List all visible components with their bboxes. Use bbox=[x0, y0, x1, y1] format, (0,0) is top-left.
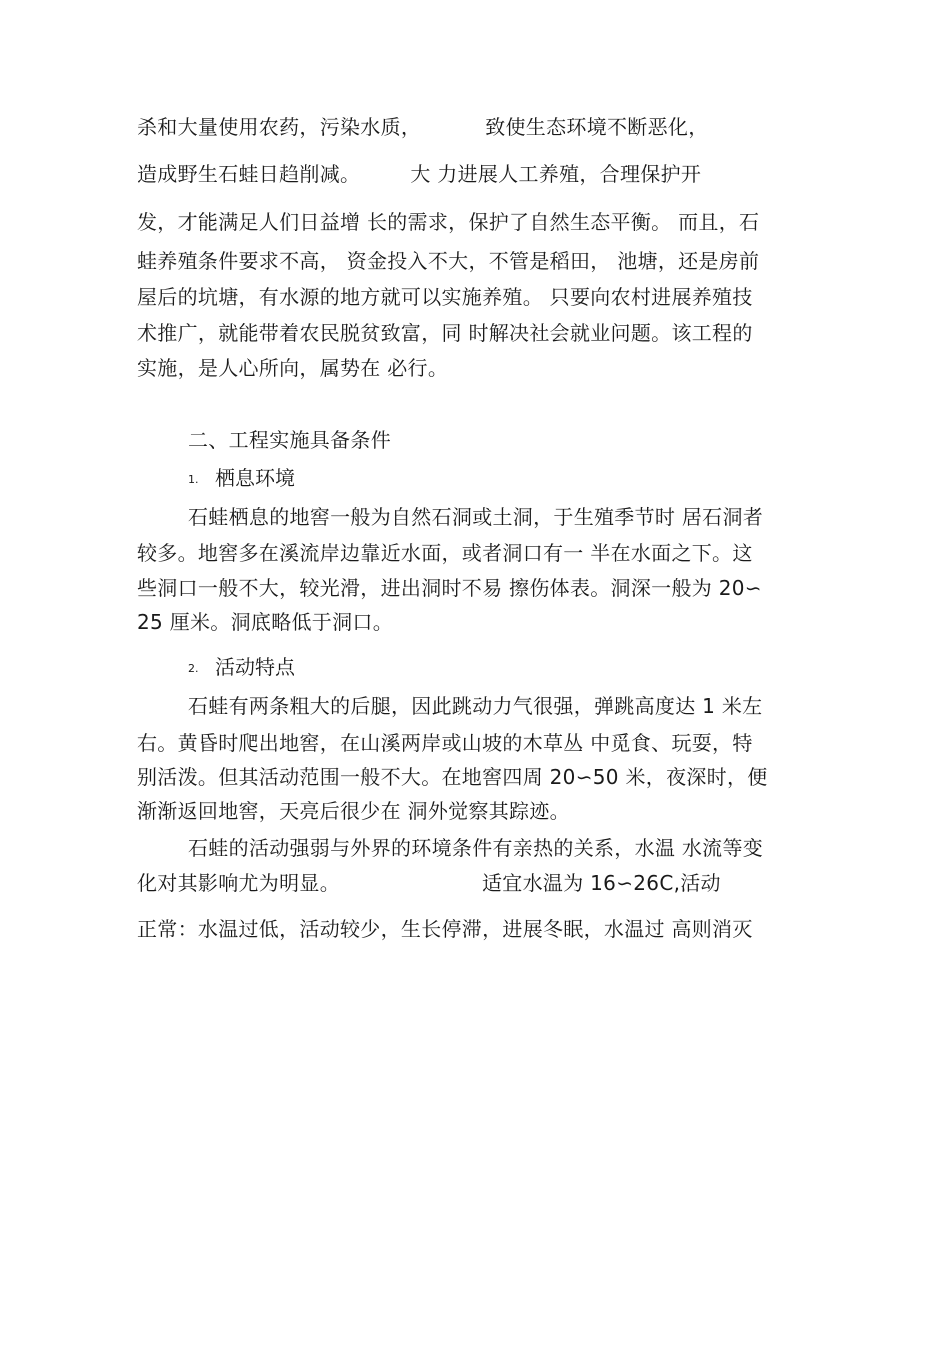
paragraph-line: 25 厘米。洞底略低于洞口。 bbox=[137, 610, 394, 634]
paragraph-line bbox=[188, 835, 763, 861]
text-segment: 大 力进展人工养殖，合理保护开 bbox=[410, 162, 702, 186]
subheading-title: 栖息环境 bbox=[215, 466, 295, 490]
paragraph-line bbox=[137, 209, 759, 235]
paragraph-line: 右。黄昏时爬出地窖，在山溪两岸或山坡的木草丛 中觅食、玩耍，特 bbox=[137, 731, 753, 755]
text-segment: 适宜水温为 16∽26C,活动 bbox=[482, 871, 721, 895]
paragraph-line: 渐渐返回地窖，天亮后很少在 洞外觉察其踪迹。 bbox=[137, 799, 570, 823]
paragraph-line: 较多。地窖多在溪流岸边靠近水面，或者洞口有一 半在水面之下。这 bbox=[137, 541, 753, 565]
subheading-number: 2. bbox=[188, 662, 199, 675]
text-segment: 正常：水温过低，活动较少，生长停滞，进展冬眠，水温过 高则消灭 bbox=[137, 917, 753, 941]
paragraph-line bbox=[137, 248, 759, 274]
paragraph-line: 石蛙有两条粗大的后腿，因此跳动力气很强，弹跳高度达 1 米左 bbox=[188, 694, 763, 718]
paragraph-line: 别活泼。但其活动范围一般不大。在地窖四周 20∽50 米，夜深时，便 bbox=[137, 765, 768, 789]
paragraph-line: 石蛙栖息的地窖一般为自然石洞或土洞，于生殖季节时 居石洞者 bbox=[188, 505, 764, 529]
text-segment: 蛙养殖条件要求不高， 资金投入不大，不管是稻田， 池塘，还是房前 bbox=[137, 249, 760, 273]
text-segment: 发，才能满足人们日益增 长的需求，保护了自然生态平衡。 而且，石 bbox=[137, 210, 760, 234]
paragraph-line bbox=[137, 320, 753, 346]
subheading-title: 活动特点 bbox=[215, 655, 295, 679]
text-segment: 石蛙的活动强弱与外界的环境条件有亲热的关系，水温 水流等变 bbox=[188, 836, 764, 860]
text-segment: 杀和大量使用农药，污染水质， bbox=[137, 115, 422, 139]
paragraph-line bbox=[137, 161, 701, 187]
paragraph-line bbox=[137, 870, 721, 896]
paragraph-line: 些洞口一般不大，较光滑，进出洞时不易 擦伤体表。洞深一般为 20∽ bbox=[137, 576, 762, 600]
text-segment: 造成野生石蛙日趋削减。 bbox=[137, 162, 361, 186]
paragraph-line bbox=[137, 916, 753, 942]
text-segment: 实施，是人心所向，属势在 必行。 bbox=[137, 356, 449, 380]
paragraph-line bbox=[137, 284, 753, 310]
text-segment: 致使生态环境不断恶化， bbox=[485, 115, 709, 139]
section-title: 二、工程实施具备条件 bbox=[188, 428, 391, 452]
subheading-number: 1. bbox=[188, 473, 199, 486]
text-segment: 术推广，就能带着农民脱贫致富，同 时解决社会就业问题。该工程的 bbox=[137, 321, 753, 345]
paragraph-line bbox=[137, 355, 448, 381]
text-segment: 化对其影响尤为明显。 bbox=[137, 871, 340, 895]
paragraph-line bbox=[137, 114, 709, 140]
text-segment: 屋后的坑塘，有水源的地方就可以实施养殖。 只要向农村进展养殖技 bbox=[137, 285, 753, 309]
